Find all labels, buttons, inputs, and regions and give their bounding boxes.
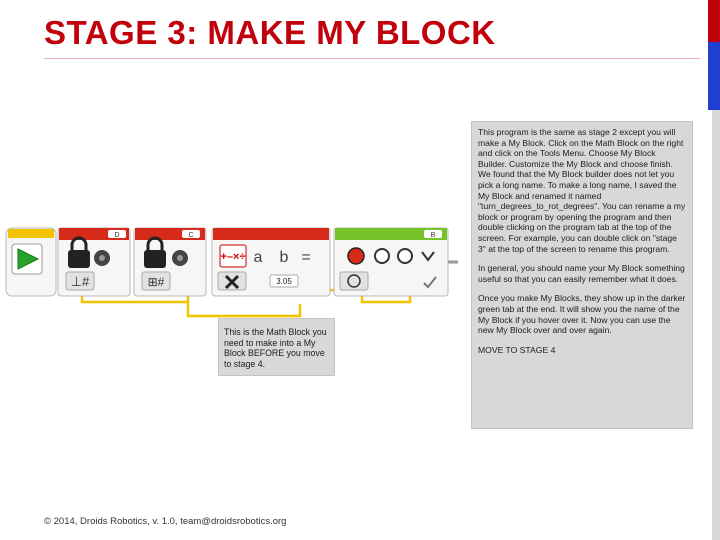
math-operators-icon: +–×÷ (220, 251, 246, 263)
motor-rotation-block-c[interactable] (134, 228, 206, 296)
input-a-label: a (253, 249, 263, 266)
steering-icon (348, 248, 364, 264)
motor-rotation-block-d[interactable] (58, 228, 130, 296)
move-steering-block[interactable] (334, 228, 448, 296)
port-label-c: C (188, 232, 194, 239)
instructions-paragraph-3: Once you make My Blocks, they show up in the darker green tab at the end. It will show you the name of the My Block if you hover over it. Now you can use the new My Block over and over again. (478, 293, 686, 336)
slide-footer: © 2014, Droids Robotics, v. 1.0, team@droidsrobotics.org (44, 516, 287, 527)
start-block[interactable] (6, 228, 56, 296)
port-label-b: B (430, 232, 436, 239)
math-note-text: This is the Math Block you need to make into a My Block BEFORE you move to stage 4. (224, 327, 327, 369)
port-label-d: D (114, 232, 120, 239)
instructions-paragraph-4: MOVE TO STAGE 4 (478, 344, 556, 355)
input-b-label: b (279, 249, 289, 266)
math-block[interactable] (212, 228, 330, 296)
instructions-paragraph-1: This program is the same as stage 2 except you will make a My Block. Click on the Math Block on the right and click on the Tools Menu. Choose My Block Builder. Customize the My Block and choose finish. We found that the My Block builder does not let you pick a long name. To make a long name, I saved the My Block and renamed it named "turn_degrees_to_rot_degrees". You can rename a my block or program by opening the program and then double clicking on the program tab at the top of the screen. For example, you can double click on "stage 3" at the top of the screen to rename this program. (478, 127, 686, 254)
stop-icon (398, 249, 412, 263)
math-block-note (218, 318, 335, 376)
power-icon (375, 249, 389, 263)
instructions-note (471, 121, 693, 429)
measure-mode-icon: ⊥# (70, 274, 90, 289)
compare-mode-icon: ⊞# (147, 275, 165, 289)
math-value-b: 3.05 (276, 277, 292, 286)
rotation-sensor-icon (172, 250, 188, 266)
instructions-paragraph-2: In general, you should name your My Block something useful so that you can easily remember what it does. (478, 263, 685, 284)
rotation-sensor-icon (94, 250, 110, 266)
slide-title: STAGE 3: MAKE MY BLOCK (44, 14, 496, 51)
equals-icon: = (301, 249, 311, 266)
